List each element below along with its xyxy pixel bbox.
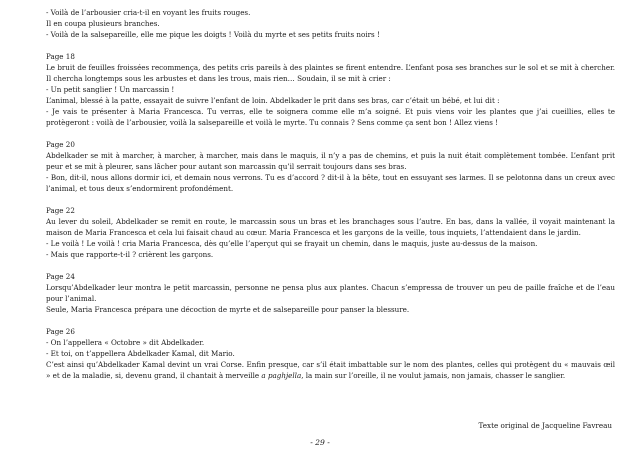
page-heading-22: Page 22 [46,206,75,215]
closing-text-end: , la main sur l’oreille, il ne voulut jamais, non jamais, chasser le sanglier. [301,371,566,380]
paragraph: L’animal, blessé à la patte, essayait de suivre l’enfant de loin. Abdelkader le prit dans ses bras, car c’était un bébé, et lui dit : [46,96,500,105]
page-number: - 29 - [310,438,330,447]
dialogue-line: - Mais que rapporte-t-il ? crièrent les garçons. [46,250,214,259]
paragraph: Seule, Maria Francesca prépara une décoction de myrte et de salsepareille pour panser la blessure. [46,305,410,314]
dialogue-line: - Le voilà ! Le voilà ! cria Maria Francesca, dès qu’elle l’aperçut qui se frayait un chemin, dans le maquis, juste au-dessus de la maison. [46,239,538,248]
dialogue-line: - Et toi, on t’appellera Abdelkader Kamal, dit Mario. [46,349,235,358]
paragraph: Le bruit de feuilles froissées recommença, des petits cris pareils à des plaintes se firent entendre. L’enfant posa ses branches sur le sol et se mit à chercher. Il chercha longtemps sous les arbustes et dans les trous, mais rien… Soudain, il se mit à crier : [46,63,615,83]
paragraph: Au lever du soleil, Abdelkader se remit en route, le marcassin sous un bras et les branchages sous l’autre. En bas, dans la vallée, il voyait maintenant la maison de Maria Francesca et cela lui faisait chaud au cœur. Maria Francesca et les garçons de la veille, tous inquiets, l’attendaient dans le jardin. [46,217,615,237]
page-heading-18: Page 18 [46,52,75,61]
page-heading-26: Page 26 [46,327,75,336]
closing-paragraph [46,359,615,381]
page-heading-20: Page 20 [46,140,75,149]
dialogue-line: - Je vais te présenter à Maria Francesca. Tu verras, elle te soignera comme elle m’a soigné. Et puis viens voir les plantes que j’ai cueillies, elles te protègeront : voilà de l’arbousier, voilà la salsepareille et voilà le myrte. Tu connais ? Sens comme ça sent bon ! Allez viens ! [46,107,615,127]
dialogue-line: - On l’appellera « Octobre » dit Abdelkader. [46,338,205,347]
closing-text-start: C’est ainsi qu’Abdelkader Kamal devint un vrai Corse. Enfin presque, car s’il était imbattable sur le nom des plantes, celles qui protègent du « mauvais œil » et de la maladie, si, devenu grand, il chantait à merveille [46,360,615,380]
paragraph: Abdelkader se mit à marcher, à marcher, à marcher, mais dans le maquis, il n’y a pas de chemins, et puis la nuit était complètement tombée. L’enfant prit peur et se mit à pleurer, sans lâcher pour autant son marcassin qu’il serrait toujours dans ses bras. [46,151,615,171]
page-heading-24: Page 24 [46,272,75,281]
paragraph: Lorsqu’Abdelkader leur montra le petit marcassin, personne ne pensa plus aux plantes. Chacun s’empressa de trouver un peu de paille fraîche et de l’eau pour l’animal. [46,283,615,303]
author-credit: Texte original de Jacqueline Favreau [478,421,612,430]
story-text-column [46,7,615,381]
paragraph-line: - Voilà de l’arbousier cria-t-il en voyant les fruits rouges. [46,8,251,17]
song-title-italic: a paghjella [261,371,302,380]
paragraph-line: - Voilà de la salsepareille, elle me pique les doigts ! Voilà du myrte et ses petits fruits noirs ! [46,30,380,39]
dialogue-line: - Un petit sanglier ! Un marcassin ! [46,85,175,94]
paragraph-line: Il en coupa plusieurs branches. [46,19,160,28]
dialogue-line: - Bon, dit-il, nous allons dormir ici, et demain nous verrons. Tu es d’accord ? dit-il à la bête, tout en essuyant ses larmes. Il se pelotonna dans un creux avec l’animal, et tous deux s’endormirent profondément. [46,173,615,193]
